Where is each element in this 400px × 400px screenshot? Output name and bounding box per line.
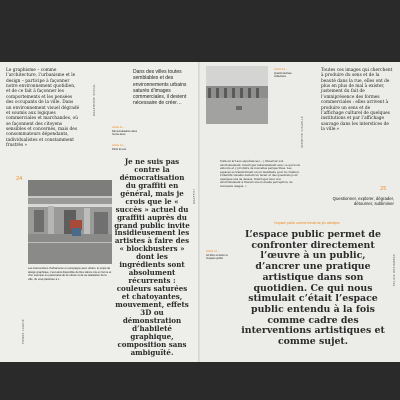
right-article-label-2: Article 14 – (206, 250, 219, 253)
left-photo-caption: Les interventions d’urbanisme en campagne avec urbain, le projet de design graphique, il est ainsi disponible de Des Héros mis en forme et d’un exemple en partenariat de la culture et de sa réalisation de la ville, du veut plasticien à c. (28, 267, 112, 281)
left-photo (28, 180, 112, 264)
left-photo-label: PIERRE LARDIC (21, 318, 25, 344)
left-orange-quote: Dans des villes toutes semblables et des environnements urbains saturés d’images commerciales, il devient nécessaire de créer… (133, 69, 187, 107)
right-big-quote: L’espace public permet de confronter directement l’œuvre à un public, d’ancrer une pratique artistique dans son quotidien. Ce qui nous stimulait c’était l’espace public entendu à la fois comme cadre des interventions artistiques et comme sujet. (241, 229, 385, 348)
right-column-text: Toutes ces images qui cherchent à produire du sens et de la beauté dans la rue, elles ont de plus en plus de mal à exister, justement du fait de l’omniprésence des formes commerciales : elles arrivent à produire un sens et de l’affichage culturel de quelques institutions et par l’affichage sauvage dans les interstices de la ville.» (321, 68, 393, 132)
right-page-number: 25 (380, 186, 387, 192)
right-page (200, 62, 400, 362)
parking-lot-photo (28, 180, 112, 264)
left-big-quote: Je ne suis pas contre la démocratisation du graffiti en général, mais je crois que le « succès » actuel du graffiti auprès du grand public invite insidieusement les artistes à faire des « blockbusters » dont les ingrédients sont absolument récurrents : couleurs saturées et chatoyantes, mouvement, effets 3D ou démonstration d’habileté graphique, composition sans ambiguïté. (114, 157, 190, 357)
book-spread (0, 62, 400, 362)
right-article-label: Article 13 – (274, 68, 287, 71)
left-column-label: GRAPHISME SOCIAL (92, 83, 96, 116)
left-page-number: 24 (16, 176, 23, 182)
left-column-text: Le graphisme – comme l’architecture, l’urbanisme et le design – participe à façonner notre environnement quotidien, et de ce fait à façonner les comportements et les pensées des occupants de la ville. Dans un environnement visuel dégradé et soumis aux logiques commerciales et marchandes, où se façonnent des citoyens sensibles et concernés, mais des consommateurs dépendants, individualistes et constamment frustrés » (6, 68, 80, 149)
side-note-1-title: Article 11 – (112, 126, 125, 129)
right-article-sub-2: Art libre et action à l’espace public (206, 254, 228, 261)
right-center-line: l’espace public comme terrain de jeu artistique (274, 221, 340, 225)
side-note-2-text: Partir le tout (112, 148, 126, 151)
right-orange-quote: Questionner, explorer, dégrader, détourner, subliminer (332, 196, 394, 207)
side-note-1-text: Démocratisation dans l’entre-deux (112, 130, 138, 137)
side-note-2-title: Article 12 – (112, 144, 125, 147)
right-article-sub: Quant’inactives collectives (274, 72, 292, 79)
right-column-label: IDENTITÉ VISUELLE (300, 115, 304, 148)
right-body-text: Voilà un art aux expériences (…) Observer son environnement, interroger naturellement avec ce qui nous entoure et y produire de nouvelles perspectives. Les espaces se transforment en un manifeste pour la création. L’identité visuelle devient un levier et des questions pour quelques-uns de dessus. Interroger avec son environnement à travers une nouvelle perception, de nouveaux usages. » (220, 159, 300, 188)
left-page (0, 62, 200, 362)
right-photo (206, 66, 268, 124)
right-margin-label: ÉCLAIR DESIGNERS (392, 254, 396, 286)
street-photo (206, 66, 268, 124)
left-margin-label: GRAFFITI (192, 189, 196, 204)
